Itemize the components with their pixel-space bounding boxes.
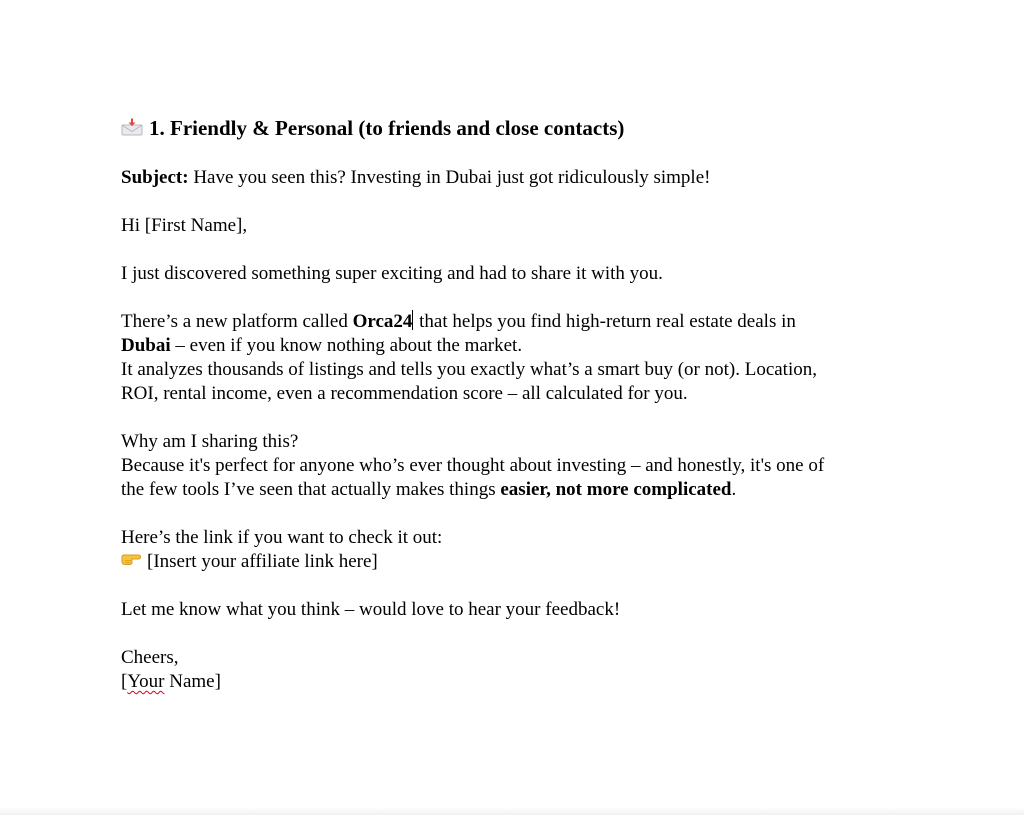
city-name: Dubai [121, 335, 171, 356]
why-line-2 [121, 478, 921, 502]
platform-line-2-end: – even if you know nothing about the market. [170, 335, 523, 356]
platform-line-1 [121, 310, 921, 334]
greeting: Hi [First Name], [121, 215, 248, 236]
feedback-line: Let me know what you think – would love to hear your feedback! [121, 599, 621, 620]
why-line-2-start: the few tools I’ve seen that actually makes things [121, 479, 501, 500]
sender-name-open: [ [121, 671, 128, 692]
intro-paragraph: I just discovered something super exciting and had to share it with you. [121, 263, 663, 284]
why-emphasis: easier, not more complicated [500, 479, 732, 500]
sender-name [121, 670, 921, 694]
why-line-1: Because it's perfect for anyone who’s ever thought about investing – and honestly, it's one of [121, 455, 825, 476]
section-heading-text: 1. Friendly & Personal (to friends and close contacts) [149, 116, 625, 140]
platform-line-3: It analyzes thousands of listings and tells you exactly what’s a smart buy (or not). Location, [121, 359, 817, 380]
spellcheck-flagged-word[interactable]: Your [127, 671, 165, 692]
link-line [121, 550, 921, 574]
link-intro: Here’s the link if you want to check it out: [121, 527, 443, 548]
why-question: Why am I sharing this? [121, 431, 299, 452]
platform-line-1-end: that helps you find high-return real estate deals in [414, 311, 796, 332]
subject-label: Subject: [121, 167, 189, 188]
subject-line [121, 166, 921, 190]
section-heading [121, 114, 921, 142]
subject-text: Have you seen this? Investing in Dubai just got ridiculously simple! [188, 167, 711, 188]
link-paragraph [121, 526, 921, 574]
brand-name: Orca24 [352, 311, 413, 332]
platform-line-4: ROI, rental income, even a recommendation score – all calculated for you. [121, 383, 688, 404]
closing: Cheers, [121, 647, 179, 668]
platform-line-2 [121, 334, 921, 358]
signoff [121, 646, 921, 694]
platform-line-1-start: There’s a new platform called [121, 311, 353, 332]
backhand-pointing-right-icon [121, 552, 142, 566]
why-paragraph [121, 430, 921, 502]
envelope-with-arrow-icon [121, 118, 143, 136]
affiliate-link-placeholder[interactable]: [Insert your affiliate link here] [147, 551, 378, 572]
sender-name-rest: Name] [164, 671, 221, 692]
document-body[interactable] [121, 114, 921, 718]
why-line-2-end: . [731, 479, 737, 500]
page-bottom-edge [0, 807, 1024, 815]
platform-paragraph [121, 310, 921, 406]
